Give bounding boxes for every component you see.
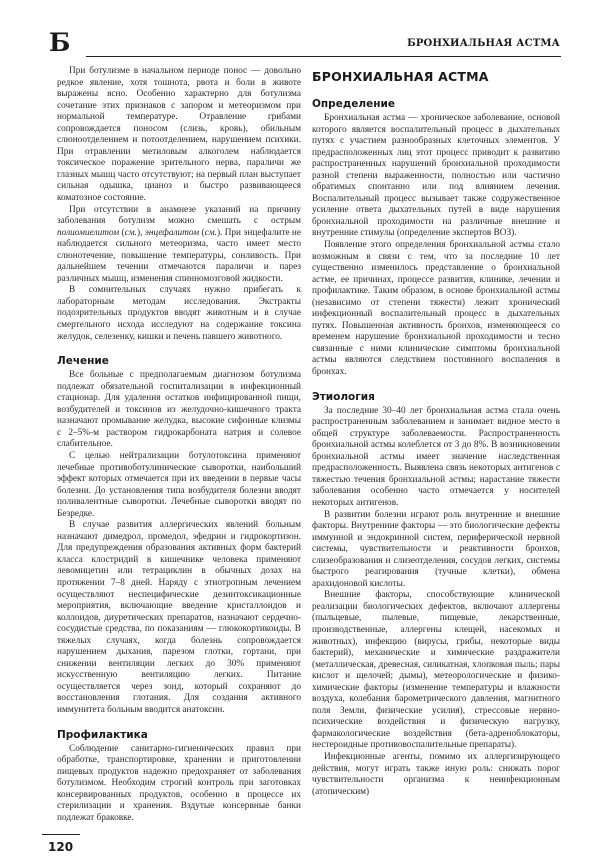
see-reference: см. [204,227,217,238]
paragraph: В развитии болезни играют роль внутренние и внешние факторы. Внутренние факторы — это биологические дефекты иммунной и эндокринной систем, периферической нервной системы, чувствительности и реактивности бронхов, слизеобразования и слизеотделения, сосудов легких, системы быстрого реагирования (тучные клетки), обмена арахидоновой кислоты. [312,509,560,589]
paragraph: В сомнительных случаях нужно прибегать к лабораторным методам исследования. Экстракты подозрительных продуктов вводят животным и в случае смертельного исхода исследуют на содержание токсина желудок, селезенку, кишки и печень павшего животного. [57,285,301,342]
heading-treatment: Лечение [57,355,109,368]
heading-etiology: Этиология [312,390,375,403]
left-column [48,66,302,866]
paragraph: В случае развития аллергических явлений больным назначают димедрол, промедол, эфедрин и гидрокортизон. Для предупреждения образования активных форм бактерий класса клостридий в кишечнике человека применяют левомицетин или тетрациклин в обычных дозах на протяжении 7–8 дней. Наряду с этиотропным лечением осуществляют неспецифические дезинтоксикационные мероприятия, включающие введение кристаллоидов и коллоидов, диуретических препаратов, назначают сердечно-сосудистые средства, по показаниям — глюкокортикоиды. В тяжелых случаях, когда болезнь сопровождается нарушением дыхания, парезом глотки, гортани, при снижении вентиляции легких до 30% применяют искусственную вентиляцию легких. Питание осуществляется через зонд, который сохраняют до восстановления глотания. Для создания активного иммунитета больным вводится анатоксин. [57,520,301,715]
page-number-rule [42,834,80,835]
see-reference: см. [124,227,137,238]
heading-prevention: Профилактика [57,728,148,741]
section-letter: Б [49,28,71,57]
running-title: БРОНХИАЛЬНАЯ АСТМА [407,38,560,49]
paragraph: Инфекционные агенты, помимо их аллергизирующего действия, могут играть также иную роль: снижать порог чувствительности организма к неинфекционным (атопическим) [312,751,560,797]
paragraph: С целью нейтрализации ботулотоксина применяют лечебные противоботулинические сыворотки, наибольший эффект которых отмечается при их введении в первые часы болезни. До установления типа возбудителя болезни вводят поливалентные сыворотки. Лечебные сыворотки вводят по Безредке. [57,450,301,519]
cross-reference-link[interactable]: энцефалитом [144,227,200,238]
page-number: 120 [48,840,74,855]
text: ), [137,227,145,238]
text: При отсутствии в анамнезе указаний на причину заболевания ботулизм можно смешать с острым [57,204,301,227]
article-title: БРОНХИАЛЬНАЯ АСТМА [312,69,489,84]
text: ). При энцефалите не наблюдается сильного метеоризма, часто имеет место слюнотечение, повышение температуры, сонливость. При дальнейшем течении отмечаются параличи и парез различных мышц, изменения спинномозговой жидкости. [57,227,302,284]
paragraph: Внешние факторы, способствующие клинической реализации биологических дефектов, включают аллергены (пыльцевые, пылевые, пищевые, лекарственные, производственные, аллергены клещей, насекомых и животных), инфекцию (вирусы, грибы, некоторые виды бактерий), механические и химические раздражители (металлическая, древесная, силикатная, хлопковая пыль; пары кислот и щелочей; дымы), метеорологические и физико-химические факторы (изменение температуры и влажности воздуха, колебания барометрического давления, магнитного поля Земли, физические усилия), стрессовые нервно-психические воздействия и физическую нагрузку, фармакологические воздействия (бета-адреноблокаторы, нестероидные противовоспалительные препараты). [312,590,560,751]
right-column [312,66,560,810]
paragraph: Бронхиальная астма — хроническое заболевание, основой которого является воспалительный процесс в дыхательных путях с участием разнообразных клеточных элементов. У предрасположенных лиц этот процесс приводит к развитию распространенных нарушений бронхиальной проходимости разной степени выраженности, полностью или частично обратимых спонтанно или под влиянием лечения. Воспалительный процесс вызывает также содружественное усиление ответа дыхательных путей в виде нарушения бронхиальной проходимости на различные внешние и внутренние стимулы (определение экспертов ВОЗ). [312,113,560,239]
paragraph: Соблюдение санитарно-гигиенических правил при обработке, транспортировке, хранении и приготовлении пищевых продуктов надежно предохраняет от заболевания ботулизмом. Необходим строгий контроль при заготовках консервированных продуктов, особенно в процессе их стерилизации и хранения. Вздутые консервные банки подлежат браковке. [57,743,301,823]
paragraph [57,205,301,286]
heading-definition: Определение [312,98,395,110]
cross-reference-link[interactable]: полиомиелитом [57,227,120,238]
text: ( [199,227,205,238]
paragraph: Появление этого определения бронхиальной астмы стало возможным в связи с тем, что за последние 10 лет существенно изменилось представление о бронхиальной астме, ее причинах, процессе развития, клинике, лечении и профилактике. Таким образом, в основе бронхиальной астмы (независимо от степени тяжести) лежит хронический инфекционный воспалительный процесс в дыхательных путях. Повышенная активность бронхов, изменяющееся со временем нарушение бронхиальной проходимости и тесно связанные с ними клинические симптомы бронхиальной астмы являются следствием постоянного воспаления в бронхах. [312,240,560,378]
paragraph: Все больные с предполагаемым диагнозом ботулизма подлежат обязательной госпитализации в инфекционный стационар. Для удаления остатков инфицированной пищи, возбудителей и токсинов из желудочно-кишечного тракта назначают промывание желудка, высокие сифонные клизмы с 2–5%-м раствором гидрокарбоната натрия и солевое слабительное. [57,370,301,450]
paragraph: При ботулизме в начальном периоде понос — довольно редкое явление, хотя тошнота, рвота и боли в животе выражены ясно. Особенно характерно для ботулизма сочетание этих признаков с запором и метеоризмом при нормальной температуре. Отравление грибами сопровождается поносом (слизь, кровь), обильным слюноотделением и потоотделением, нарушением психики. При отравлении метиловым алкоголем наблюдается токсическое поражение зрительного нерва, параличи же глазных мышц часто отсутствуют; на первый план выступает сильная одышка, цианоз и быстро развивающееся коматозное состояние. [57,66,301,204]
text: ( [119,227,125,238]
paragraph: За последние 30–40 лет бронхиальная астма стала очень распространенным заболеванием и занимает видное место в общей структуре заболеваемости. Распространенность бронхиальной астмы колеблется от 3 до 8%. В возникновении бронхиальной астмы имеет значение наследственная предрасположенность. Выявлена связь некоторых антигенов с тяжестью течения бронхиальной астмы; нарастание тяжести заболевания особенно часто отмечается у носителей некоторых антигенов. [312,405,560,508]
header-rule [86,56,561,57]
page-footer [42,834,301,854]
